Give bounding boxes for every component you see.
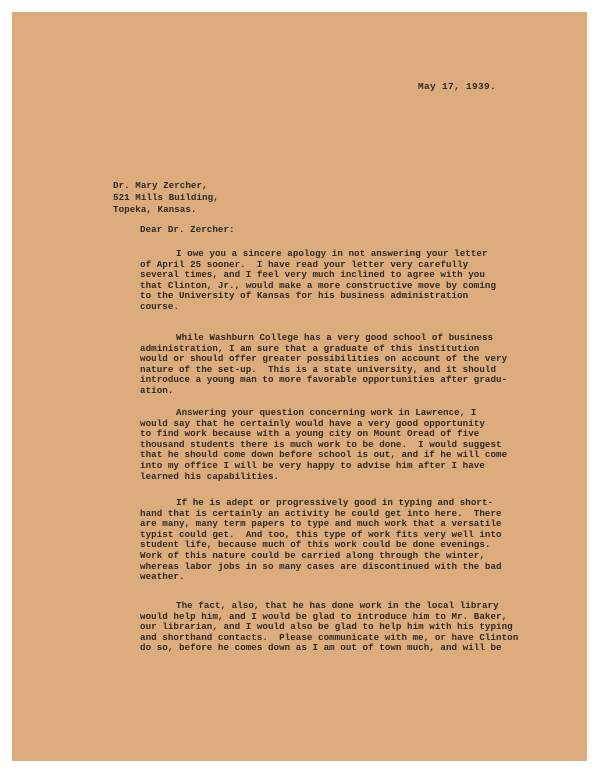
- paragraph-5: [140, 601, 540, 654]
- recipient-street: 521 Mills Building,: [113, 192, 219, 203]
- paragraph-line: ation.: [140, 384, 174, 396]
- paragraph-2: [140, 333, 540, 397]
- paragraph-4: [140, 498, 540, 583]
- paragraph-line: weather.: [140, 571, 185, 583]
- paragraph-line: of April 25 sooner. I have read your letter very carefully: [140, 258, 469, 270]
- paragraph-line: The fact, also, that he has done work in the local library: [176, 600, 499, 611]
- salutation: Dear Dr. Zercher:: [140, 224, 235, 235]
- paragraph-line: into my office I will be very happy to advise him after I have: [140, 459, 485, 471]
- paragraph-line: and shorthand contacts. Please communicate with me, or have Clinton: [140, 631, 519, 643]
- paragraph-line: thousand students there is much work to be done. I would suggest: [140, 438, 502, 450]
- paragraph-line: Answering your question concerning work in Lawrence, I: [176, 407, 477, 418]
- paragraph-line: student life, because much of this work could be done evenings.: [140, 539, 491, 551]
- letter-date: May 17, 1939.: [418, 81, 497, 92]
- paragraph-line: that Clinton, Jr., would make a more constructive move by coming: [140, 279, 497, 291]
- paragraph-line: course.: [140, 300, 179, 312]
- paragraph-line: do so, before he comes down as I am out of town much, and will be: [140, 642, 502, 654]
- paragraph-line: would help him, and I would be glad to introduce him to Mr. Baker,: [140, 610, 508, 622]
- paragraph-line: that he should come down before school is out, and if he will come: [140, 449, 508, 461]
- paragraph-line: to the University of Kansas for his business administration: [140, 290, 469, 302]
- paragraph-line: our librarian, and I would also be glad to help him with his typing: [140, 621, 513, 633]
- paragraph-line: If he is adept or progressively good in typing and short-: [176, 497, 494, 508]
- letter-page: [12, 12, 587, 761]
- paragraph-line: Work of this nature could be carried along through the winter,: [140, 549, 485, 561]
- paragraph-line: learned his capabilities.: [140, 470, 280, 482]
- recipient-name: Dr. Mary Zercher,: [113, 180, 208, 191]
- paragraph-line: nature of the set-up. This is a state university, and it should: [140, 363, 497, 375]
- paragraph-line: would say that he certainly would have a very good opportunity: [140, 417, 485, 429]
- paragraph-line: I owe you a sincere apology in not answering your letter: [176, 248, 488, 259]
- paragraph-line: introduce a young man to more favorable opportunities after gradu-: [140, 374, 508, 386]
- paragraph-line: whereas labor jobs in so many cases are discontinued with the bad: [140, 560, 502, 572]
- paragraph-line: While Washburn College has a very good school of business: [176, 332, 494, 343]
- recipient-city: Topeka, Kansas.: [113, 204, 197, 215]
- paragraph-line: administration, I am sure that a graduate of this institution: [140, 342, 480, 354]
- paragraph-line: typist could get. And too, this type of work fits very well into: [140, 528, 502, 540]
- paragraph-line: are many, many term papers to type and much work that a versatile: [140, 518, 502, 530]
- paragraph-line: would or should offer greater possibilities on account of the very: [140, 353, 508, 365]
- paragraph-3: [140, 408, 540, 482]
- paragraph-line: hand that is certainly an activity he could get into here. There: [140, 507, 502, 519]
- paragraph-1: [140, 249, 540, 313]
- paragraph-line: several times, and I feel very much inclined to agree with you: [140, 269, 485, 281]
- paragraph-line: to find work because with a young city on Mount Oread of five: [140, 428, 480, 440]
